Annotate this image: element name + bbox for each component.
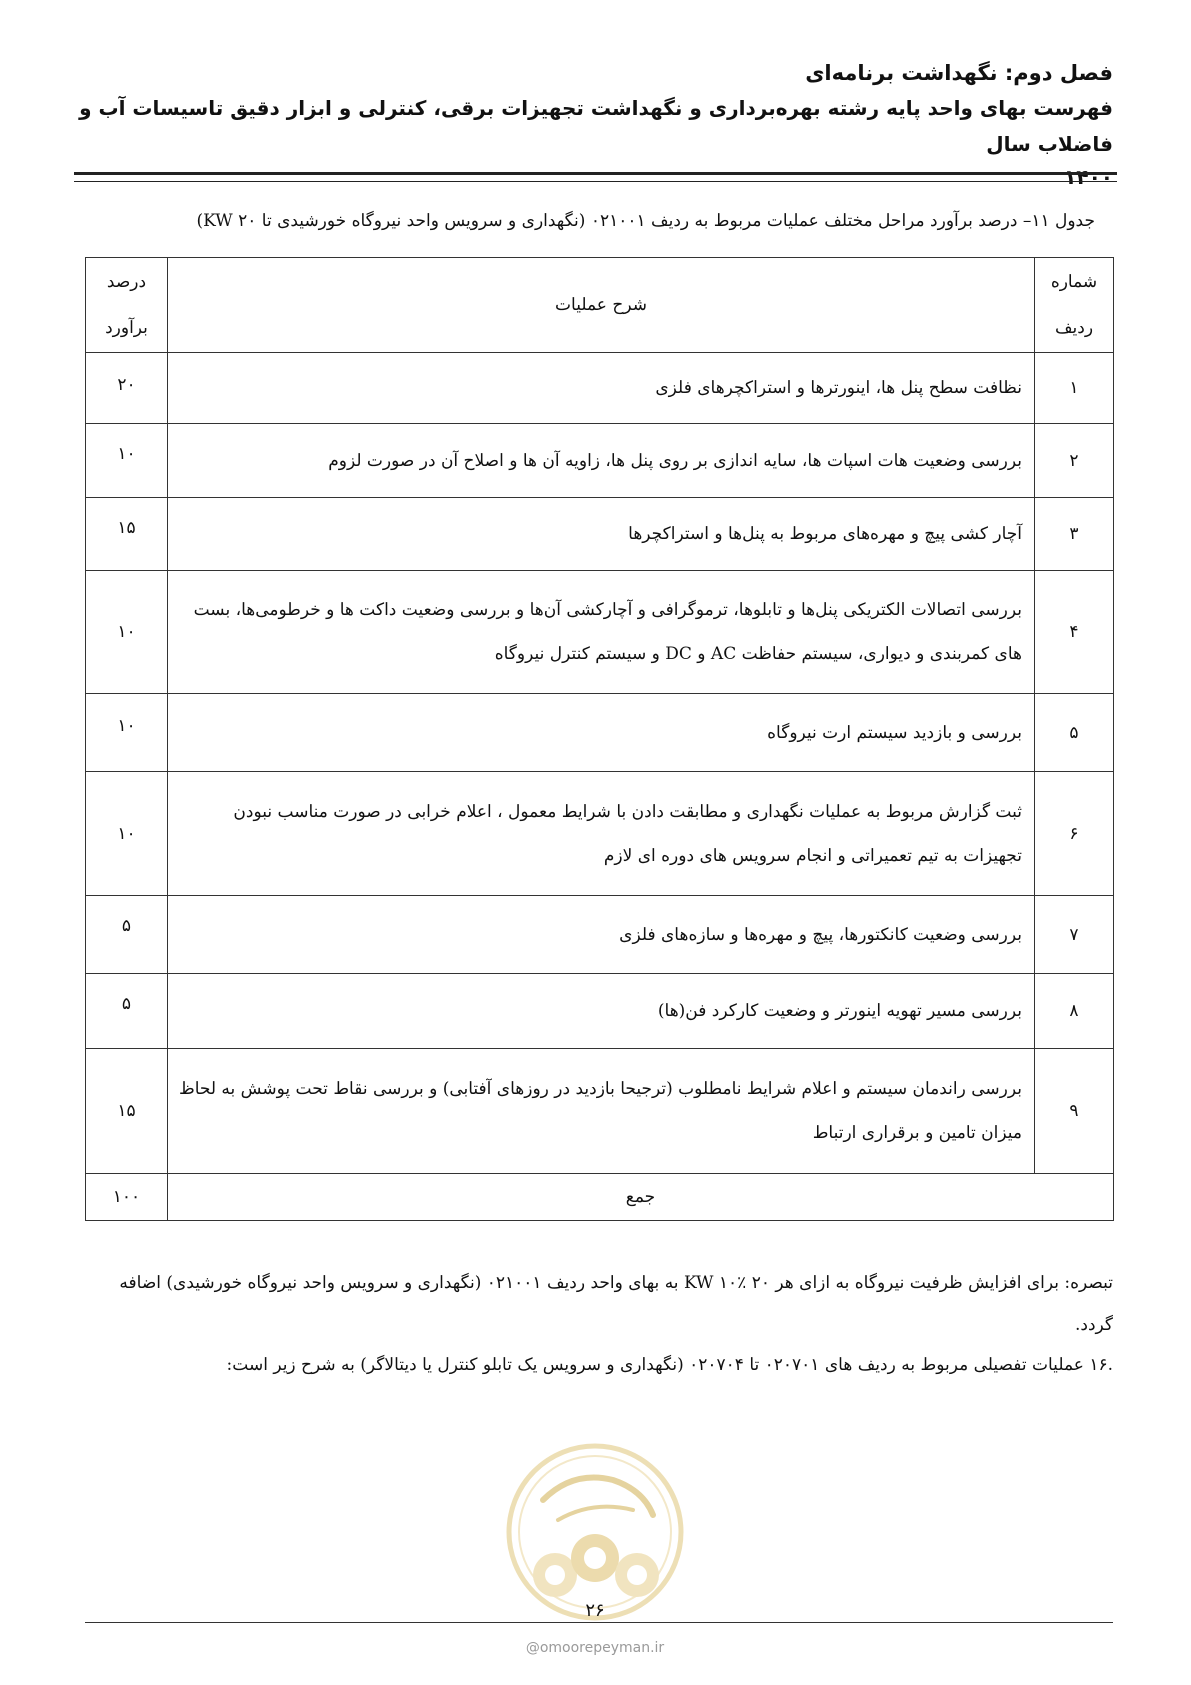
row-description: آچار کشی پیچ و مهره‌های مربوط به پنل‌ها و استراکچرها — [168, 498, 1035, 571]
row-percent: ۱۰ — [86, 571, 168, 694]
row-number: ۹ — [1035, 1049, 1114, 1174]
total-label: جمع — [168, 1174, 1114, 1221]
row-number: ۶ — [1035, 772, 1114, 896]
table-caption: جدول ۱۱– درصد برآورد مراحل مختلف عملیات مربوط به ردیف ۰۲۱۰۰۱ (نگهداری و سرویس واحد نیروگاه خورشیدی تا ۲۰ KW) — [196, 211, 1095, 231]
header-description: شرح عملیات — [168, 258, 1035, 353]
table-row — [86, 571, 1114, 694]
section-paragraph: .۱۶ عملیات تفصیلی مربوط به ردیف های ۰۲۰۷۰۱ تا ۰۲۰۷۰۴ (نگهداری و سرویس یک تابلو کنترل یا دیتالاگر) به شرح زیر است: — [226, 1355, 1113, 1375]
row-description: نظافت سطح پنل ها، اینورترها و استراکچرهای فلزی — [168, 353, 1035, 424]
table-row — [86, 424, 1114, 498]
row-number: ۸ — [1035, 974, 1114, 1049]
row-percent: ۱۰ — [86, 424, 168, 498]
chapter-title: فصل دوم: نگهداشت برنامه‌ای — [805, 61, 1113, 85]
row-description: بررسی مسیر تهویه اینورتر و وضعیت کارکرد فن(ها) — [168, 974, 1035, 1049]
row-number: ۴ — [1035, 571, 1114, 694]
header-row-number — [1035, 258, 1114, 353]
table-row — [86, 1049, 1114, 1174]
site-handle: @omoorepeyman.ir — [525, 1640, 665, 1656]
row-number: ۵ — [1035, 694, 1114, 772]
row-description: بررسی اتصالات الکتریکی پنل‌ها و تابلوها، ترموگرافی و آچارکشی آن‌ها و بررسی وضعیت داکت ها و خرطومی‌ها، بست های کمربندی و دیواری، سیستم حفاظت AC و DC و سیستم کنترل نیروگاه — [168, 571, 1035, 694]
header-percent — [86, 258, 168, 353]
row-number: ۱ — [1035, 353, 1114, 424]
header-row-number-line2: ردیف — [1054, 318, 1094, 338]
table-total-row — [86, 1174, 1114, 1221]
row-number: ۷ — [1035, 896, 1114, 974]
row-number: ۳ — [1035, 498, 1114, 571]
row-description: ثبت گزارش مربوط به عملیات نگهداری و مطابقت دادن با شرایط معمول ، اعلام خرابی در صورت مناسب نبودن تجهیزات به تیم تعمیراتی و انجام سرویس های دوره ای لازم — [168, 772, 1035, 896]
table-row — [86, 896, 1114, 974]
table-row — [86, 974, 1114, 1049]
row-description: بررسی وضعیت هات اسپات ها، سایه اندازی بر روی پنل ها، زاویه آن ها و اصلاح آن در صورت لزوم — [168, 424, 1035, 498]
row-description: بررسی راندمان سیستم و اعلام شرایط نامطلوب (ترجیحا بازدید در روزهای آفتابی) و بررسی نقاط تحت پوشش به لحاظ میزان تامین و برقراری ارتباط — [168, 1049, 1035, 1174]
table-row — [86, 694, 1114, 772]
table-header-row — [86, 258, 1114, 353]
operations-table — [85, 257, 1114, 1221]
table-row — [86, 353, 1114, 424]
row-percent: ۲۰ — [86, 353, 168, 424]
row-percent: ۱۰ — [86, 772, 168, 896]
header-percent-line1: درصد — [106, 272, 147, 292]
header-percent-line2: برآورد — [105, 318, 148, 338]
table-row — [86, 498, 1114, 571]
row-percent: ۵ — [86, 974, 168, 1049]
header-divider — [74, 172, 1117, 182]
footer-divider — [85, 1622, 1113, 1623]
table-row — [86, 772, 1114, 896]
page-number: ۲۶ — [585, 1600, 605, 1621]
row-percent: ۱۵ — [86, 1049, 168, 1174]
document-title: فهرست بهای واحد پایه رشته بهره‌برداری و نگهداشت تجهیزات برقی، کنترلی و ابزار دقیق تاسیسات آب و فاضلاب سال — [79, 96, 1113, 156]
document-year: ۱۴۰۰ — [1064, 165, 1113, 189]
row-percent: ۱۰ — [86, 694, 168, 772]
row-percent: ۵ — [86, 896, 168, 974]
row-description: بررسی و بازدید سیستم ارت نیروگاه — [168, 694, 1035, 772]
row-number: ۲ — [1035, 424, 1114, 498]
row-description: بررسی وضعیت کانکتورها، پیچ و مهره‌ها و سازه‌های فلزی — [168, 896, 1035, 974]
row-percent: ۱۵ — [86, 498, 168, 571]
total-percent: ۱۰۰ — [86, 1174, 168, 1221]
header-row-number-line1: شماره — [1050, 272, 1098, 292]
note-paragraph: تبصره: برای افزایش ظرفیت نیروگاه به ازای هر ۲۰ KW ۱۰٪ به بهای واحد ردیف ۰۲۱۰۰۱ (نگهداری و سرویس واحد نیروگاه خورشیدی) اضافه گردد. — [119, 1273, 1113, 1335]
